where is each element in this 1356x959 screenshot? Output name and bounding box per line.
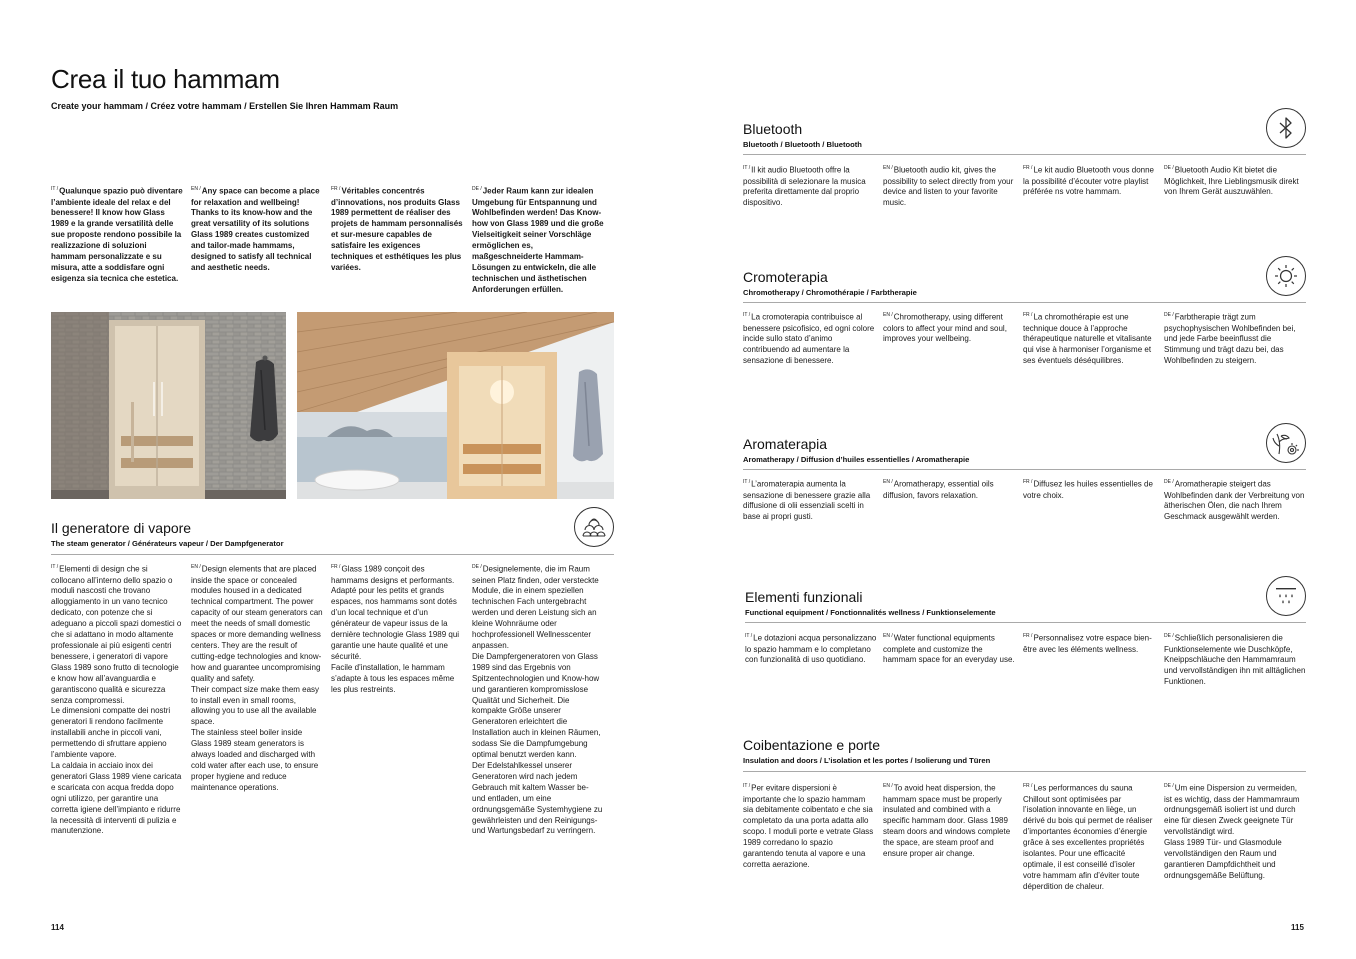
- intro-text-de: $^{DE /}$Jeder Raum kann zur idealen Umgebung für Entspannung und Wohlbefinden werden! Das Know-how von Glass 1989 und die große Vielseitigkeit seiner Vorschläge ermöglichen es, maßgeschneiderte Hammam-Lösungen zu entwickeln, die alle technischen und ästhetischen Anforderungen erfüllen.: [472, 186, 604, 294]
- bluetooth-text-de: $^{DE /}$Bluetooth Audio Kit bietet die Möglichkeit, Ihre Lieblingsmusik direkt von Ihrem Gerät auszuwählen.: [1164, 165, 1299, 197]
- chromotherapy-section-subtitle: Chromotherapy / Chromothérapie / Farbtherapie: [743, 288, 917, 297]
- page-title: Crea il tuo hammam: [51, 64, 280, 94]
- aromatherapy-text-en: $^{EN /}$Aromatherapy, essential oils diffusion, favors relaxation.: [883, 479, 994, 500]
- intro-text-it: $^{IT /}$Qualunque spazio può diventare l’ambiente ideale del relax e del benessere! Il know how Glass 1989 e la grande versatilità delle sue proposte rendono possibile la realizzazione di soluzioni hammam personalizzate e su misura, atte a soddisfare ogni esigenza sia tecnica che estetica.: [51, 186, 183, 283]
- bluetooth-text-it: $^{IT /}$Il kit audio Bluetooth offre la possibilità di selezionare la musica preferita direttamente dal proprio dispositivo.: [743, 165, 866, 208]
- aromatherapy-text-it: $^{IT /}$L’aromaterapia aumenta la sensazione di benessere grazie alla diffusione di olii essenziali scelti in base ai propri gusti.: [743, 479, 871, 522]
- bluetooth-section-subtitle: Bluetooth / Bluetooth / Bluetooth: [743, 140, 862, 149]
- chromotherapy-text-de: $^{DE /}$Farbtherapie trägt zum psychophysischen Wohlbefinden bei, und jede Farbe beeinflusst die Stimmung und trägt dazu bei, das Wohlbefinden zu steigern.: [1164, 312, 1296, 366]
- hammam-attic-photo: [297, 312, 614, 499]
- chromotherapy-text-en: $^{EN /}$Chromotherapy, using different colors to affect your mind and soul, improves your wellbeing.: [883, 312, 1007, 344]
- generator-divider: [51, 554, 614, 555]
- generator-text-fr: $^{FR /}$Glass 1989 conçoit des hammams designs et performants. Adapté pour les petits et grands espaces, nos hammams sont dotés d’un local technique et d’un générateur de vapeur issus de la dernière technologie Glass 1989 qui garantie une haute qualité et une sécurité. Facile d’installation, le hammam s’adapte à tous les espaces même les plus restreints.: [331, 564, 460, 694]
- aromatherapy-section-subtitle: Aromatherapy / Diffusion d’huiles essentielles / Aromatherapie: [743, 455, 970, 464]
- chromotherapy-section-title: Cromoterapia: [743, 269, 828, 285]
- generator-section-title: Il generatore di vapore: [51, 520, 192, 536]
- generator-text-it: $^{IT /}$Elementi di design che si collocano all’interno dello spazio o moduli nascosti che trovano alloggiamento in un vano tecnico dedicato, con potenze che si adeguano a piccoli spazi domestici o che si adattano in modo altamente professionale ai più esigenti centri benessere, i generatori di vapore Glass 1989 sono frutto di tecnologie e know how all’avanguardia e garantiscono qualità e sicurezza senza compromessi. Le dimensioni compatte dei nostri generatori li rendono facilmente installabili anche in piccoli vani, permettendo di sfruttare appieno l’ambiente vapore. La caldaia in acciaio inox dei generatori Glass 1989 viene caricata e scaricata con acqua fredda dopo ogni utilizzo, per garantire una corretta igiene dell’impianto e ridurre la necessità di interventi di pulizia e manutenzione.: [51, 564, 182, 836]
- intro-text-en: $^{EN /}$Any space can become a place for relaxation and wellbeing! Thanks to its know-how and the great versatility of its solutions Glass 1989 creates customized and tailor-made hammams, designed to satisfy all technical and aesthetic needs.: [191, 186, 320, 272]
- right-page: [678, 0, 1356, 959]
- aroma-plant-icon: [1266, 423, 1306, 463]
- page-number-left: 114: [51, 923, 64, 932]
- functional-text-en: $^{EN /}$Water functional equipments complete and customize the hammam space for an everyday use.: [883, 633, 1015, 665]
- steam-generator-icon: [574, 507, 614, 547]
- functional-text-it: $^{IT /}$Le dotazioni acqua personalizzano lo spazio hammam e lo completano con funzionalità di uso quotidiano.: [745, 633, 877, 665]
- functional-text-fr: $^{FR /}$Personnalisez votre espace bien-être avec les éléments wellness.: [1023, 633, 1152, 654]
- bluetooth-text-en: $^{EN /}$Bluetooth audio kit, gives the possibility to select directly from your device and listen to your favorite music.: [883, 165, 1014, 208]
- insulation-text-en: $^{EN /}$To avoid heat dispersion, the hammam space must be properly insulated and combined with a specific hammam door. Glass 1989 steam doors and windows complete the space, are steam proof and ensure proper air change.: [883, 783, 1011, 859]
- aromatherapy-divider: [743, 469, 1306, 470]
- bluetooth-icon: [1266, 108, 1306, 148]
- bluetooth-divider: [743, 154, 1306, 155]
- bluetooth-text-fr: $^{FR /}$Le kit audio Bluetooth vous donne la possibilité d’écouter votre playlist préférée ns votre hammam.: [1023, 165, 1154, 197]
- functional-section-subtitle: Functional equipment / Fonctionnalités wellness / Funktionselemente: [745, 608, 996, 617]
- insulation-divider: [743, 771, 1306, 772]
- intro-text-fr: $^{FR /}$Véritables concentrés d’innovations, nos produits Glass 1989 permettent de réaliser des projets de hammam personnalisés et sur-mesure capables de satisfaire les exigences techniques et esthétiques les plus variées.: [331, 186, 463, 272]
- insulation-text-de: $^{DE /}$Um eine Dispersion zu vermeiden, ist es wichtig, dass der Hammamraum ordnungsgemäß isoliert ist und durch eine für diesen Zweck geeignete Tür vervollständigt wird. Glass 1989 Tür- und Glasmodule vervollständigen den Raum und garantieren Dampfdichtheit und ordnungsgemäße Belüftung.: [1164, 783, 1300, 880]
- generator-text-en: $^{EN /}$Design elements that are placed inside the space or concealed modules housed in a dedicated technical compartment. The power capacity of our steam generators can meet the needs of small domestic spaces or more demanding wellness centers. They are the result of cutting-edge technologies and know-how and guarantee uncompromising quality and safety. Their compact size make them easy to install even in small rooms, allowing you to use all the available space. The stainless steel boiler inside Glass 1989 steam generators is always loaded and discharged with cold water after each use, to ensure proper hygiene and reduce maintenance operations.: [191, 564, 323, 792]
- generator-section-subtitle: The steam generator / Générateurs vapeur / Der Dampfgenerator: [51, 539, 284, 548]
- aromatherapy-section-title: Aromaterapia: [743, 436, 828, 452]
- aromatherapy-text-de: $^{DE /}$Aromatherapie steigert das Wohlbefinden dank der Verbreitung von ätherischen Ölen, die nach Ihrem Geschmack ausgewählt werden.: [1164, 479, 1305, 522]
- functional-text-de: $^{DE /}$Schließlich personalisieren die Funktionselemente wie Duschköpfe, Kneippschläuche den Hammamraum und vervollständigen ihn mit alltäglichen Funktionen.: [1164, 633, 1306, 687]
- chromotherapy-text-fr: $^{FR /}$La chromothérapie est une technique douce à l’approche thérapeutique naturelle et vitalisante qui vise à harmoniser l’organisme et ses éventuels déséquilibres.: [1023, 312, 1152, 366]
- chromotherapy-divider: [743, 302, 1306, 303]
- aromatherapy-text-fr: $^{FR /}$Diffusez les huiles essentielles de votre choix.: [1023, 479, 1153, 500]
- insulation-section-title: Coibentazione e porte: [743, 737, 880, 753]
- bluetooth-section-title: Bluetooth: [743, 121, 803, 137]
- insulation-section-subtitle: Insulation and doors / L’isolation et les portes / Isolierung und Türen: [743, 756, 991, 765]
- chromotherapy-text-it: $^{IT /}$La cromoterapia contribuisce al benessere psicofisico, ed ogni colore incide sullo stato d’animo contribuendo ad aumentare la sensazione di benessere.: [743, 312, 875, 366]
- page-number-right: 115: [1291, 923, 1304, 932]
- hammam-cabin-photo: [51, 312, 286, 499]
- sun-icon: [1266, 256, 1306, 296]
- page-subtitle: Create your hammam / Créez votre hammam / Erstellen Sie Ihren Hammam Raum: [51, 101, 399, 111]
- insulation-text-it: $^{IT /}$Per evitare dispersioni è importante che lo spazio hammam sia debitamente coibentato e che sia completato da una porta adatta allo scopo. I moduli porte e vetrate Glass 1989 corredano lo spazio garantendo tenuta al vapore e una corretta aerazione.: [743, 783, 874, 869]
- insulation-text-fr: $^{FR /}$Les performances du sauna Chillout sont optimisées par l’isolation innovante en liège, un dérivé du bois qui permet de réaliser d’importantes économies d’énergie grâce à ses excellentes propriétés isolantes. Pour une efficacité optimale, il est conseillé d’isoler votre hammam afin d’éviter toute déperdition de chaleur.: [1023, 783, 1153, 891]
- functional-section-title: Elementi funzionali: [745, 589, 863, 605]
- generator-text-de: $^{DE /}$Designelemente, die im Raum seinen Platz finden, oder versteckte Module, die in einem speziellen technischen Fach untergebracht werden und deren Leistung sich an kleine Wohnräume oder hochprofessionell Wellnesscenter anpassen. Die Dampfergeneratoren von Glass 1989 sind das Ergebnis von Spitzentechnologien und Know-how und garantieren kompromisslose Qualität und Sicherheit. Die kompakte Größe unserer Generatoren erleichtert die Installation auch in kleinen Räumen, sodass Sie die Dampfumgebung optimal benutzt werden kann. Der Edelstahlkessel unserer Generatoren wird nach jedem Gebrauch mit kaltem Wasser be- und entladen, um eine ordnungsgemäße Systemhygiene zu gewährleisten und den Reinigungs- und Wartungsbedarf zu verringern.: [472, 564, 603, 836]
- functional-divider: [745, 622, 1306, 623]
- shower-drops-icon: [1266, 576, 1306, 616]
